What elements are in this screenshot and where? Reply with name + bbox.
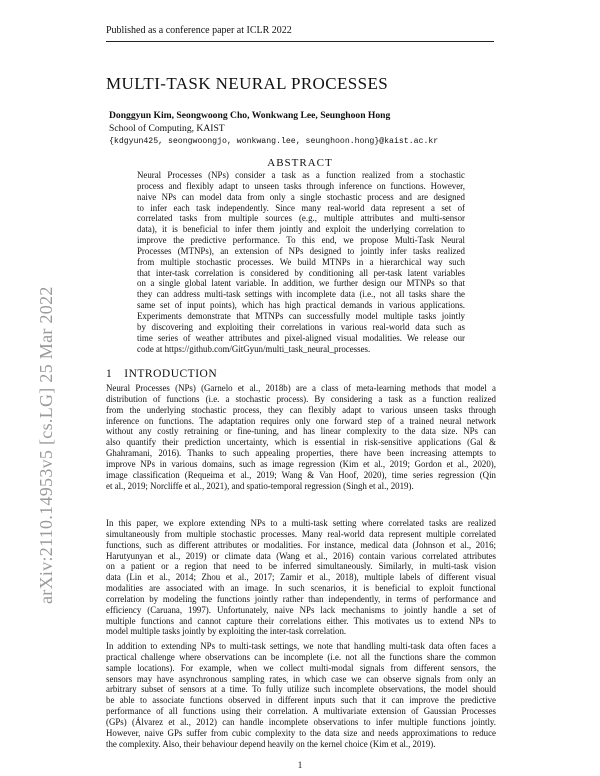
text-line: on a patient or a region that need to be inferred simultaneously. Similarly, in multi-task vision — [106, 561, 496, 572]
abstract-line: Processes (MTNPs), an extension of NPs designed to jointly infer tasks realized — [137, 245, 465, 256]
text-line: improve NPs in various domains, such as image regression (Kim et al., 2019; Gordon et al., 2020), — [106, 458, 496, 469]
abstract-line: Experiments demonstrate that MTNPs can successfully model multiple tasks jointly — [137, 310, 465, 321]
abstract-line: Neural Processes (NPs) consider a task as a function realized from a stochastic — [137, 170, 465, 180]
text-line: Harutyunyan et al., 2019) or climate data (Wang et al., 2016) contain various correlated attributes — [106, 550, 496, 561]
text-line: In addition to extending NPs to multi-task settings, we note that handling multi-task data often faces a — [106, 641, 496, 651]
abstract-line: process and flexibly adapt to unseen tasks through inference on functions. However, — [137, 180, 465, 191]
running-header: Published as a conference paper at ICLR 2022 — [106, 25, 292, 36]
text-line: Neural Processes (NPs) (Garnelo et al., 2018b) are a class of meta-learning methods that model a — [106, 383, 496, 393]
text-line: sample locations). For example, when we collect multi-modal signals from different sensors, the — [106, 662, 496, 673]
author-list: Donggyun Kim, Seongwoong Cho, Wonkwang Lee, Seunghoon Hong — [109, 110, 391, 121]
text-line: data (Lin et al., 2014; Zhou et al., 2017; Zamir et al., 2018), multiple labels of different visual — [106, 572, 496, 583]
text-line: arbitrary subset of sensors at a time. To fully utilize such incomplete observations, the model should — [106, 684, 496, 695]
abstract-line: from multiple stochastic processes. We build MTNPs in a hierarchical way such — [137, 256, 465, 267]
text-line: functions, such as different attributes or modalities. For instance, medical data (Johnson et al., 2016; — [106, 539, 496, 550]
section-heading — [106, 368, 217, 380]
page-number: 1 — [297, 760, 303, 770]
text-line: In this paper, we explore extending NPs to a multi-task setting where correlated tasks are realized — [106, 518, 496, 528]
paper-title: MULTI-TASK NEURAL PROCESSES — [106, 74, 389, 93]
abstract-line: time series of weather attributes and pixel-aligned visual modalities. We release our — [137, 332, 465, 343]
text-line: Ghahramani, 2016). Thanks to such appealing properties, there have been increasing attempts to — [106, 448, 496, 459]
text-line: correlation by modeling the functions jointly rather than independently, in terms of performance and — [106, 593, 496, 604]
text-line: also quantify their prediction uncertainty, which is essential in risk-sensitive applications (Gal & — [106, 437, 496, 448]
text-line: without any costly retraining or fine-tuning, and has linear complexity to the data size. NPs can — [106, 426, 496, 437]
text-line: image classification (Requeima et al., 2019; Wang & Van Hoof, 2020), time series regression (Qin — [106, 469, 496, 480]
text-line: However, naive GPs suffer from cubic complexity to the data size and needs approximations to reduce — [106, 727, 496, 738]
section-title: INTRODUCTION — [124, 368, 218, 380]
abstract-heading: ABSTRACT — [267, 157, 333, 169]
text-line: (GPs) (Álvarez et al., 2012) can handle incomplete observations to infer multiple functions jointly. — [106, 716, 496, 727]
author-emails: {kdgyun425, seongwoongjo, wonkwang.lee, seunghoon.hong}@kaist.ac.kr — [109, 137, 439, 146]
abstract-line: correlated tasks from multiple sources (e.g., multiple attributes and multi-sensor — [137, 213, 465, 224]
text-line: multiple functions and cannot capture their correlations either. This motivates us to extend NPs to — [106, 615, 496, 626]
text-line: inference on functions. The adaptation requires only one forward step of a trained neural network — [106, 415, 496, 426]
text-line: efficiency (Caruana, 1997). Unfortunately, naive NPs lack mechanisms to jointly handle a set of — [106, 604, 496, 615]
abstract-line: they can address multi-task settings with incomplete data (i.e., not all tasks share the — [137, 289, 465, 300]
text-line: from the underlying stochastic process, they can flexibly adapt to various unseen tasks through — [106, 404, 496, 415]
abstract-line: that inter-task correlation is considered by conditioning all per-task latent variables — [137, 267, 465, 278]
text-line: et al., 2019; Norcliffe et al., 2021), and spatio-temporal regression (Singh et al., 2019). — [106, 480, 414, 491]
abstract-line: on a single global latent variable. In addition, we further design our MTNPs so that — [137, 278, 465, 289]
arxiv-stamp: arXiv:2110.14953v5 [cs.LG] 25 Mar 2022 — [36, 286, 56, 604]
abstract-line: naive NPs can model data from only a single stochastic process and are designed — [137, 191, 465, 202]
intro-paragraph-3 — [106, 641, 496, 749]
text-line: modalities are associated with an image. In such scenarios, it is beneficial to exploit functional — [106, 583, 496, 594]
text-line: practical challenge where observations can be incomplete (i.e. not all the functions share the common — [106, 651, 496, 662]
text-line: distribution of functions (i.e. a stochastic process). By considering a task as a function realized — [106, 393, 496, 404]
affiliation: School of Computing, KAIST — [109, 123, 225, 134]
abstract-line: same set of input points), which has high practical demands in various applications. — [137, 300, 465, 311]
abstract-line: to infer each task independently. Since many real-world data represent a set of — [137, 202, 465, 213]
abstract-line: code at https://github.com/GitGyun/multi_task_neural_processes. — [137, 343, 371, 354]
abstract-body — [137, 170, 465, 354]
section-number: 1 — [106, 368, 113, 380]
text-line: the complexity. Also, their behaviour depend heavily on the kernel choice (Kim et al., 2019). — [106, 738, 436, 749]
abstract-line: data), it is beneficial to infer them jointly and exploit the underlying correlation to — [137, 224, 465, 235]
abstract-line: improve the predictive performance. To this end, we propose Multi-Task Neural — [137, 235, 465, 246]
text-line: performance of all functions using their correlation. A multivariate extension of Gaussian Processes — [106, 706, 496, 717]
text-line: sensors may have asynchronous sampling rates, in which case we can observe signals from only an — [106, 673, 496, 684]
intro-paragraph-1 — [106, 383, 496, 491]
header-rule — [106, 41, 494, 42]
text-line: model multiple tasks jointly by exploiting the inter-task correlation. — [106, 626, 347, 637]
text-line: simultaneously from multiple stochastic processes. Many real-world data represent multiple correlated — [106, 528, 496, 539]
abstract-line: by discovering and exploiting their correlations in various real-world data such as — [137, 321, 465, 332]
intro-paragraph-2 — [106, 518, 496, 637]
text-line: be able to associate functions observed in different inputs such that it can improve the predictive — [106, 695, 496, 706]
